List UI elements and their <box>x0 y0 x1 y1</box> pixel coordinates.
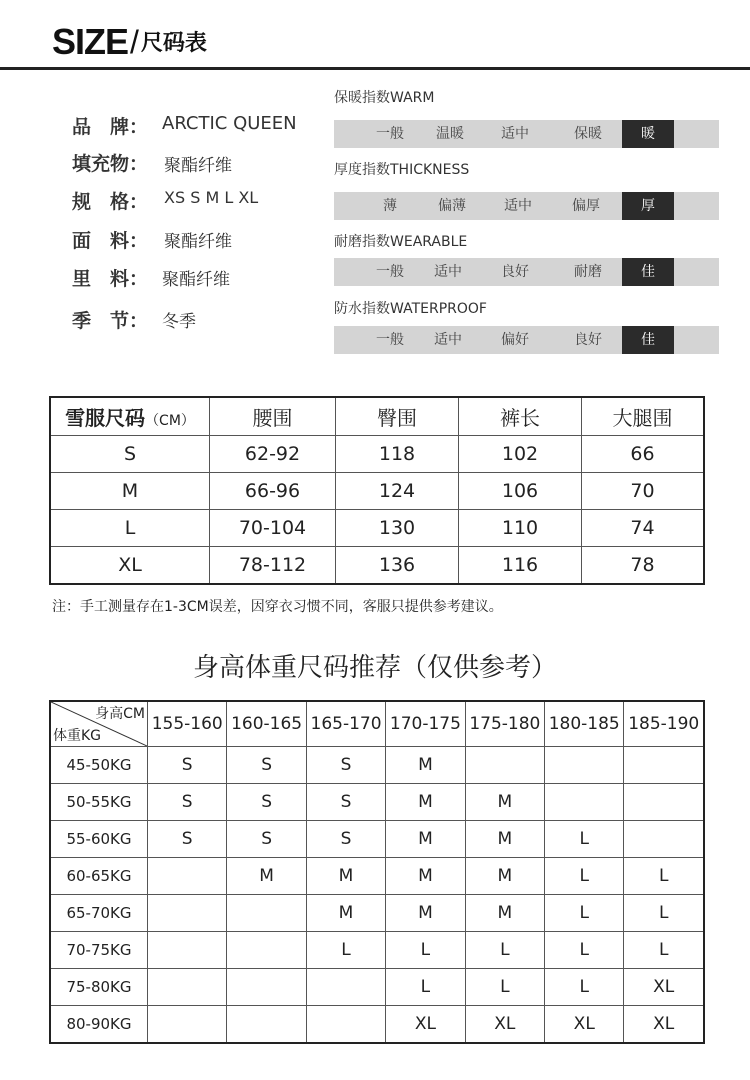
size-cell: M <box>465 858 544 895</box>
measurement-note: 注：手工测量存在1-3CM误差，因穿衣习惯不同，客服只提供参考建议。 <box>52 599 503 615</box>
size-cell: L <box>545 895 624 932</box>
size-cell: S <box>50 436 210 473</box>
index-option: 良好 <box>501 264 529 280</box>
value-cell: 66-96 <box>210 473 336 510</box>
column-header: 臀围 <box>336 397 459 436</box>
size-cell: M <box>386 747 465 784</box>
page-subtitle: 尺码表 <box>140 31 207 56</box>
height-header: 185-190 <box>624 701 704 747</box>
weight-cell: 60-65KG <box>50 858 148 895</box>
table-row <box>50 932 704 969</box>
size-cell: M <box>306 895 385 932</box>
index-option: 一般 <box>376 332 404 348</box>
size-cell: M <box>386 821 465 858</box>
value-cell: 70-104 <box>210 510 336 547</box>
size-cell: L <box>50 510 210 547</box>
column-header: 裤长 <box>459 397 582 436</box>
info-key-filling: 填充物： <box>72 153 149 175</box>
weight-cell: 70-75KG <box>50 932 148 969</box>
size-cell: M <box>386 784 465 821</box>
size-cell: S <box>148 821 227 858</box>
corner-cell <box>50 701 148 747</box>
size-cell: S <box>227 747 306 784</box>
height-header: 170-175 <box>386 701 465 747</box>
size-cell: M <box>306 858 385 895</box>
size-cell <box>306 969 385 1006</box>
weight-cell: 80-90KG <box>50 1006 148 1044</box>
value-cell: 124 <box>336 473 459 510</box>
size-cell: S <box>148 747 227 784</box>
value-cell: 78-112 <box>210 547 336 585</box>
index-selected: 厚 <box>622 192 674 220</box>
table-row <box>50 895 704 932</box>
size-cell: XL <box>624 1006 704 1044</box>
value-cell: 106 <box>459 473 582 510</box>
index-option: 一般 <box>376 264 404 280</box>
size-cell: S <box>306 747 385 784</box>
weight-cell: 65-70KG <box>50 895 148 932</box>
size-header-unit: （CM） <box>145 413 195 429</box>
value-cell: 116 <box>459 547 582 585</box>
table-row <box>50 473 704 510</box>
size-cell <box>306 1006 385 1044</box>
size-cell <box>148 1006 227 1044</box>
size-table-header-cell <box>50 397 210 436</box>
table-row <box>50 747 704 784</box>
size-cell <box>624 784 704 821</box>
info-value-spec: XS S M L XL <box>164 188 259 207</box>
size-cell: L <box>386 969 465 1006</box>
index-option: 保暖 <box>574 126 602 142</box>
size-cell <box>227 895 306 932</box>
size-table <box>49 396 705 585</box>
index-option: 温暖 <box>436 126 464 142</box>
size-cell <box>227 932 306 969</box>
wearable-index-bar <box>334 258 719 286</box>
size-cell <box>148 969 227 1006</box>
corner-height-label: 身高CM <box>95 706 145 722</box>
index-option: 耐磨 <box>574 264 602 280</box>
index-selected: 暖 <box>622 120 674 148</box>
waterproof-index-title: 防水指数WATERPROOF <box>334 301 487 317</box>
corner-weight-label: 体重KG <box>53 728 102 744</box>
value-cell: 62-92 <box>210 436 336 473</box>
size-cell <box>624 747 704 784</box>
size-cell: XL <box>624 969 704 1006</box>
size-header-main: 雪服尺码 <box>65 406 146 430</box>
table-row <box>50 510 704 547</box>
size-cell: L <box>624 858 704 895</box>
size-cell: S <box>306 784 385 821</box>
info-value-filling: 聚酯纤维 <box>164 156 232 176</box>
recommend-title: 身高体重尺码推荐（仅供参考） <box>192 653 557 683</box>
size-cell: L <box>624 932 704 969</box>
table-row <box>50 969 704 1006</box>
index-selected: 佳 <box>622 326 674 354</box>
page-header <box>52 18 207 62</box>
size-cell: M <box>50 473 210 510</box>
value-cell: 118 <box>336 436 459 473</box>
size-cell: L <box>545 969 624 1006</box>
column-header: 腰围 <box>210 397 336 436</box>
size-cell <box>624 821 704 858</box>
header-divider <box>0 67 750 70</box>
size-cell: M <box>465 895 544 932</box>
index-option: 适中 <box>501 126 529 142</box>
height-header: 165-170 <box>306 701 385 747</box>
info-key-lining: 里 料： <box>72 268 149 290</box>
size-cell <box>227 1006 306 1044</box>
size-table-header <box>50 397 704 436</box>
index-option: 偏厚 <box>572 198 600 214</box>
size-cell: S <box>227 784 306 821</box>
size-cell <box>148 895 227 932</box>
value-cell: 66 <box>582 436 705 473</box>
size-cell: XL <box>465 1006 544 1044</box>
table-row <box>50 784 704 821</box>
size-cell: XL <box>545 1006 624 1044</box>
size-cell: XL <box>50 547 210 585</box>
weight-cell: 55-60KG <box>50 821 148 858</box>
size-cell: S <box>227 821 306 858</box>
weight-cell: 50-55KG <box>50 784 148 821</box>
recommend-header-row <box>50 701 704 747</box>
column-header: 大腿围 <box>582 397 705 436</box>
index-option: 良好 <box>574 332 602 348</box>
size-cell: M <box>465 821 544 858</box>
size-cell: S <box>306 821 385 858</box>
size-cell: L <box>306 932 385 969</box>
table-row <box>50 436 704 473</box>
table-row <box>50 1006 704 1044</box>
size-cell: L <box>545 932 624 969</box>
weight-cell: 75-80KG <box>50 969 148 1006</box>
index-option: 偏薄 <box>438 198 466 214</box>
size-cell <box>545 747 624 784</box>
info-value-shell: 聚酯纤维 <box>164 232 232 252</box>
index-option: 适中 <box>434 264 462 280</box>
size-cell: M <box>465 784 544 821</box>
info-value-lining: 聚酯纤维 <box>162 270 230 290</box>
info-value-brand: ARCTIC QUEEN <box>162 113 297 134</box>
height-header: 160-165 <box>227 701 306 747</box>
index-option: 薄 <box>383 198 397 214</box>
value-cell: 130 <box>336 510 459 547</box>
size-cell <box>148 858 227 895</box>
size-cell: L <box>386 932 465 969</box>
index-option: 适中 <box>504 198 532 214</box>
size-cell: L <box>465 969 544 1006</box>
size-cell <box>148 932 227 969</box>
waterproof-index-bar <box>334 326 719 354</box>
info-key-spec: 规 格： <box>72 191 149 213</box>
index-option: 一般 <box>376 126 404 142</box>
index-option: 偏好 <box>501 332 529 348</box>
info-key-season: 季 节： <box>72 310 149 332</box>
value-cell: 70 <box>582 473 705 510</box>
warm-index-bar <box>334 120 719 148</box>
table-row <box>50 821 704 858</box>
recommend-table <box>49 700 705 1044</box>
size-cell <box>545 784 624 821</box>
size-cell: L <box>465 932 544 969</box>
thickness-index-bar <box>334 192 719 220</box>
index-selected: 佳 <box>622 258 674 286</box>
header-slash: / <box>130 24 139 60</box>
wearable-index-title: 耐磨指数WEARABLE <box>334 234 468 250</box>
table-row <box>50 547 704 585</box>
value-cell: 78 <box>582 547 705 585</box>
index-option: 适中 <box>434 332 462 348</box>
size-cell: M <box>227 858 306 895</box>
size-cell: L <box>624 895 704 932</box>
height-header: 175-180 <box>465 701 544 747</box>
weight-cell: 45-50KG <box>50 747 148 784</box>
info-key-shell: 面 料： <box>72 230 149 252</box>
warm-index-title: 保暖指数WARM <box>334 90 435 106</box>
size-label: SIZE <box>52 21 129 62</box>
info-key-brand: 品 牌： <box>72 116 149 138</box>
info-value-season: 冬季 <box>162 312 196 332</box>
size-cell: M <box>386 858 465 895</box>
size-cell: L <box>545 858 624 895</box>
size-cell: S <box>148 784 227 821</box>
size-cell: L <box>545 821 624 858</box>
size-cell: M <box>386 895 465 932</box>
size-cell <box>227 969 306 1006</box>
size-cell: XL <box>386 1006 465 1044</box>
table-row <box>50 858 704 895</box>
value-cell: 74 <box>582 510 705 547</box>
size-cell <box>465 747 544 784</box>
value-cell: 110 <box>459 510 582 547</box>
height-header: 180-185 <box>545 701 624 747</box>
value-cell: 136 <box>336 547 459 585</box>
height-header: 155-160 <box>148 701 227 747</box>
value-cell: 102 <box>459 436 582 473</box>
thickness-index-title: 厚度指数THICKNESS <box>334 162 470 178</box>
